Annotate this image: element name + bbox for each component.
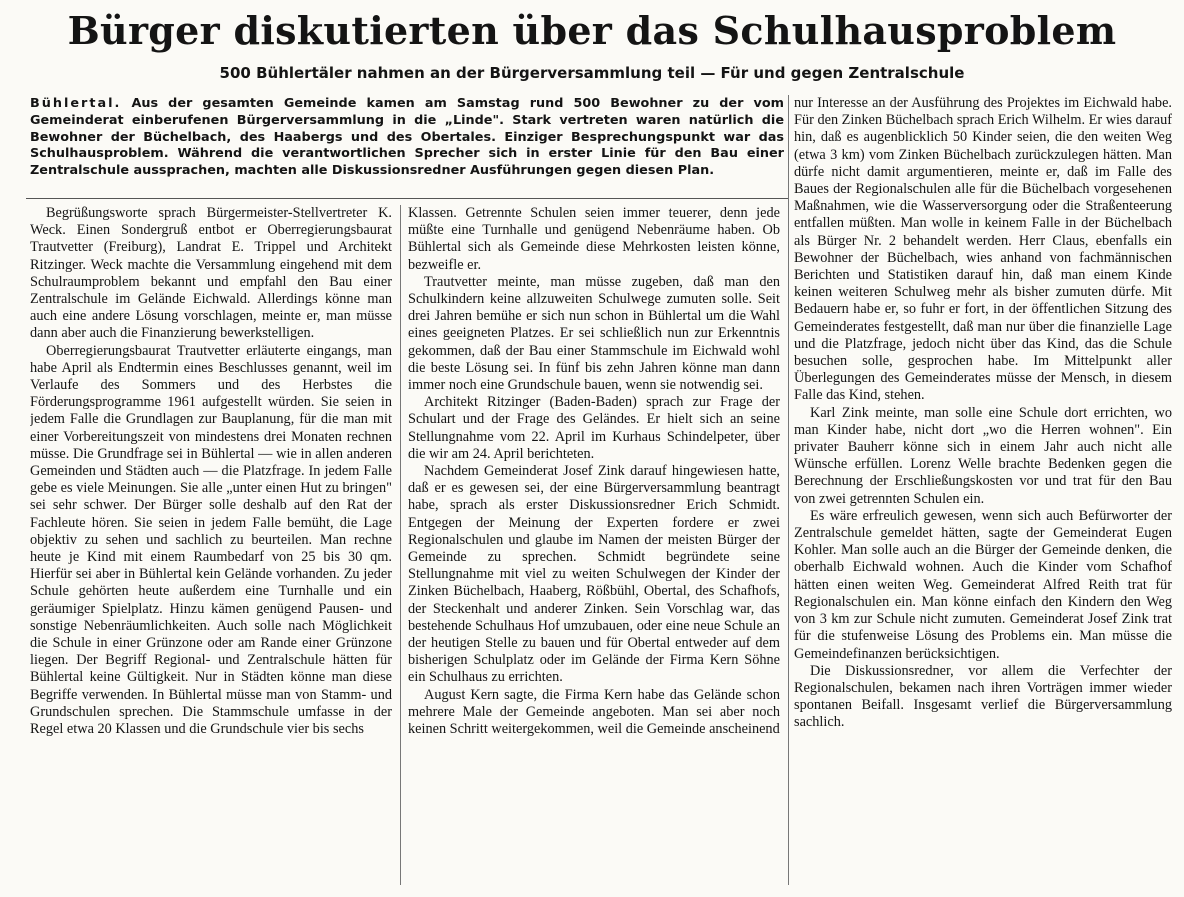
lead-paragraph [30, 96, 784, 180]
paragraph: August Kern sagte, die Firma Kern habe das Gelände schon mehrere Male der Gemeinde angeboten. Man sei aber noch keinen Schritt weitergekommen, weil die Gemeinde anscheinend [408, 686, 780, 738]
column-3 [794, 95, 1172, 885]
paragraph: Architekt Ritzinger (Baden-Baden) sprach zur Frage der Schulart und der Frage des Geländes. Er hielt sich an seine Stellungnahme vom 22. April im Kurhaus Schindelpeter, über die wir am 24. April berichteten. [408, 394, 780, 462]
paragraph: Die Diskussionsredner, vor allem die Verfechter der Regionalschulen, bekamen nach ihren Vorträgen immer wieder spontanen Beifall. Insgesamt verlief die Bürgerversammlung sachlich. [794, 662, 1172, 731]
dateline: Bühlertal. [30, 96, 122, 111]
headline: Bürger diskutierten über das Schulhausproblem [67, 8, 1117, 53]
subheadline: 500 Bühlertäler nahmen an der Bürgerversammlung teil — Für und gegen Zentralschule [219, 64, 965, 82]
paragraph: Klassen. Getrennte Schulen seien immer teuerer, denn jede müßte eine Turnhalle und genügend Nebenräume haben. Ob Bühlertal sich als Gemeinde diese Mehrkosten leisten könne, bezweifle er. [408, 205, 780, 273]
column-2 [408, 205, 780, 885]
paragraph: nur Interesse an der Ausführung des Projektes im Eichwald habe. Für den Zinken Büchelbach sprach Erich Wilhelm. Er wies darauf hin, daß es augenblicklich 50 Kinder seien, die den weiten Weg (etwa 3 km) vom Zinken Büchelbach zurückzulegen hätten. Man dürfe nicht damit argumentieren, meinte er, daß im Falle des Baues der Regionalschulen alle für die Büchelbach vorgesehenen Maßnahmen, wie die Wasserversorgung oder die Straßenteerung entfallen müßten. Man wolle in keinem Falle in der Büchelbach als Bürger Nr. 2 behandelt werden. Herr Claus, ebenfalls ein Bewohner der Büchelbach, wies anhand von fachmännischen Berichten und Statistiken darauf hin, daß man einem Kinde keinen weiteren Schulweg mehr als bisher zumuten dürfe. Mit Bedauern habe er, so fuhr er fort, in der öffentlichen Sitzung des Gemeinderates festgestellt, daß man nur über die finanzielle Lage und die Platzfrage, jedoch nicht über das Kind, das die Schule besuchen solle, gesprochen habe. Im Mittelpunkt aller Überlegungen des Gemeinderates müsse der Mensch, in diesem Falle das Kind, stehen. [794, 95, 1172, 404]
lead-divider [26, 198, 788, 199]
paragraph: Oberregierungsbaurat Trautvetter erläuterte eingangs, man habe April als Endtermin eines Beschlusses genannt, weil im Verlaufe des Sommers und des Herbstes die Förderungsprogramme 1961 aufgestellt würden. Sie seien in jedem Falle die Grundlagen zur Bauplanung, für die man mit einer Vorbereitungszeit von mindestens drei Monaten rechnen müsse. Die Grundfrage sei in Bühlertal — wie in allen anderen Gemeinden und Städten auch — die Platzfrage. In jedem Falle gebe es viele Meinungen. Sie alle „unter einen Hut zu bringen" sei sehr schwer. Der Bürger solle deshalb auf den Rat der Fachleute hören. Sie seien in jedem Falle bemüht, die Lage objektiv zu sehen und sachlich zu beurteilen. Man rechne heute je Kind mit einem Raumbedarf von 25 bis 30 qm. Hierfür sei aber in Bühlertal kein Gelände vorhanden. Zu jeder Schule gehörten heute außerdem eine Turnhalle und ein geräumiger Spielplatz. Hinzu kämen genügend Pausen- und sonstige Nebenräumlichkeiten. Auch solle nach Möglichkeit die Schule in einer Grünzone oder am Rande einer Grünzone liegen. Der Begriff Regional- und Zentralschule hätten für Bühlertal keine Gültigkeit. Nur in Städten könne man diese Begriffe verwenden. In Bühlertal müsse man von Stamm- und Grundschulen sprechen. Die Stammschule umfasse in der Regel etwa 20 Klassen und die Grundschule vier bis sechs [30, 342, 392, 738]
paragraph: Es wäre erfreulich gewesen, wenn sich auch Befürworter der Zentralschule gemeldet hätten, sagte der Gemeinderat Eugen Kohler. Man solle auch an die Bürger der Gemeinde denken, die oberhalb Eichwald wohnen. Auch die Kinder vom Schafhof hätten einen weiten Weg. Gemeinderat Alfred Reith trat für Regionalschulen ein. Man könne einfach den Kindern den Weg von 3 km zur Schule nicht zumuten. Gemeinderat Josef Zink trat für die stufenweise Lösung des Problems ein. Man müsse die Gemeindefinanzen berücksichtigen. [794, 507, 1172, 662]
paragraph: Karl Zink meinte, man solle eine Schule dort errichten, wo man Kinder habe, nicht dort „wo die Herren wohnen". Ein privater Bauherr könne sich in einem Jahr auch nicht alle Wünsche erfüllen. Lorenz Welle brachte Bedenken gegen die Berechnung der Erschließungskosten vor und trat für den Bau von zwei getrennten Schulen ein. [794, 404, 1172, 507]
column-divider [400, 205, 401, 885]
paragraph: Nachdem Gemeinderat Josef Zink darauf hingewiesen hatte, daß er es gewesen sei, der eine Bürgerversammlung beantragt habe, sprach als erster Diskussionsredner Erich Schmidt. Entgegen der Meinung der Experten fordere er zwei Regionalschulen und glaube im Namen der meisten Bürger der Gemeinde zu sprechen. Schmidt begründete seine Stellungnahme mit viel zu weiten Schulwegen der Kinder der Zinken Büchelbach, Haaberg, Rößbühl, Obertal, des Schafhofs, der Steckenhalt und anderer Zinken. Sein Vorschlag war, das bestehende Schulhaus Hof umzubauen, oder eine neue Schule an der heutigen Stelle zu bauen und für Obertal entweder auf dem bisherigen Schulplatz oder im Gelände der Firma Kern Söhne ein Schulhaus zu errichten. [408, 463, 780, 686]
column-1 [30, 205, 392, 885]
lead-text: Aus der gesamten Gemeinde kamen am Samstag rund 500 Bewohner zu der vom Gemeinderat einberufenen Bürgerversammlung in die „Linde". Stark vertreten waren natürlich die Bewohner der Büchelbach, des Haabergs und des Obertales. Einziger Besprechungspunkt war das Schulhausproblem. Während die verantwortlichen Sprecher sich in erster Linie für den Bau einer Zentralschule aussprachen, machten alle Diskussionsredner Ausführungen gegen diesen Plan. [30, 96, 784, 179]
paragraph: Trautvetter meinte, man müsse zugeben, daß man den Schulkindern keine allzuweiten Schulwege zumuten solle. Seit drei Jahren bemühe er sich nun schon in Bühlertal um die Wahl eines geeigneten Platzes. Er sei schließlich nun zur Erkenntnis gekommen, daß der Bau einer Stammschule im Eichwald wohl die beste Lösung sei. In fünf bis zehn Jahren könne man dann immer noch eine Grundschule bauen, wenn sie notwendig sei. [408, 273, 780, 394]
paragraph: Begrüßungsworte sprach Bürgermeister-Stellvertreter K. Weck. Einen Sondergruß entbot er Oberregierungsbaurat Trautvetter (Freiburg), Landrat E. Trippel und Architekt Ritzinger. Weck machte die Versammlung eingehend mit dem Schulraumproblem bekannt und empfahl den Bau einer Zentralschule im Gelände Eichwald. Allerdings könne man auch eine andere Lösung vorschlagen, meinte er, man müsse dann aber auch die Finanzierung bewerkstelligen. [30, 205, 392, 342]
column-divider [788, 95, 789, 885]
